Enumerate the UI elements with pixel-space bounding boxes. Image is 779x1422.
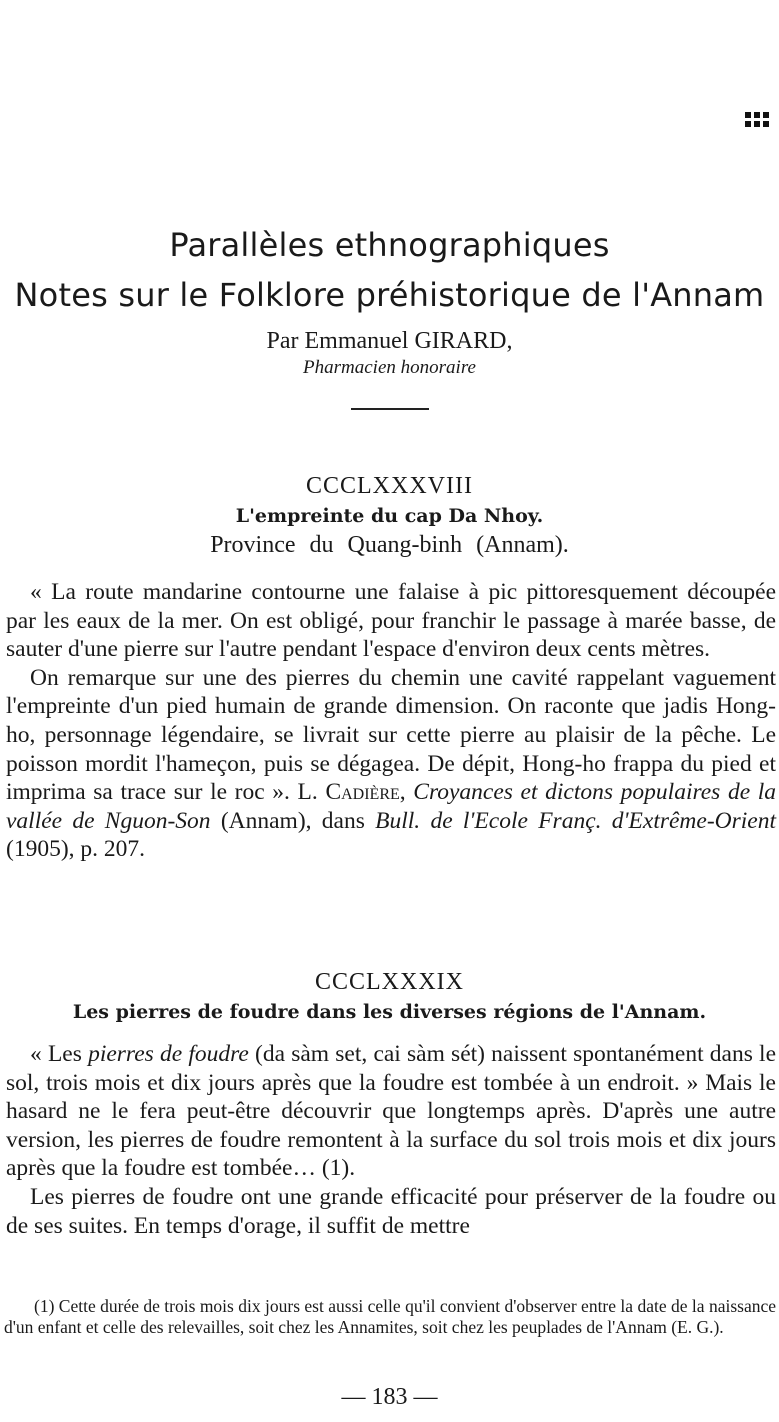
section-1-paragraph-2 — [6, 664, 776, 864]
section-2-title: Les pierres de foudre dans les diverses régions de l'Annam. — [72, 1001, 707, 1023]
section-1-paragraph-1: « La route mandarine contourne une falaise à pic pittoresquement découpée par les eaux de la mer. On est obligé, pour franchir le passage à marée basse, de sauter d'une pierre sur l'autre pendant l'espace d'environ deux cents mètres. — [6, 579, 776, 663]
section-2-paragraph-1-start: « Les — [30, 1041, 82, 1067]
section-1-paragraph-2-text: On remarque sur une des pierres du chemin une cavité rappelant vaguement l'empreinte d'un pied humain de grande dimension. On raconte que jadis Hong-ho, personnage légendaire, se livrait sur cette pierre au plaisir de la pêche. Le poisson mordit l'hameçon, puis se dégagea. De dépit, Hong-ho frappa du pied et imprima sa trace sur le roc ». L. — [6, 664, 776, 806]
citation-end: (1905), p. 207. — [6, 836, 146, 863]
section-2-paragraph-2: Les pierres de foudre ont une grande efficacité pour préserver de la foudre ou de ses suites. En temps d'orage, il suffit de mettre — [6, 1183, 776, 1239]
section-2-paragraph-1 — [6, 1040, 776, 1183]
section-2-number: CCCLXXXIX — [314, 969, 464, 995]
section-1-heading — [0, 470, 779, 560]
section-1-body — [6, 578, 776, 864]
cited-author: Cadière — [325, 779, 400, 806]
article-title-line-1: Parallèles ethnographiques — [169, 226, 610, 264]
article-title-line-2: Notes sur le Folklore préhistorique de l'Annam — [14, 276, 765, 314]
section-1-province: Province du Quang-binh (Annam). — [210, 532, 569, 558]
header-divider — [351, 408, 429, 410]
pierres-de-foudre-term: pierres de foudre — [88, 1041, 249, 1067]
section-1-number: CCCLXXXVIII — [306, 473, 473, 499]
article-header — [0, 220, 779, 410]
cited-journal: Bull. de l'Ecole Franç. d'Extrême-Orient — [375, 807, 777, 834]
cited-work-title: Croyances et dictons populaires de la vallée de Nguon-Son — [6, 779, 777, 834]
footnote-text: (1) Cette durée de trois mois dix jours est aussi celle qu'il convient d'observer entre la date de la naissance d'un enfant et celle des relevailles, soit chez les Annamites, soit chez les peuplades de l'Annam (E. G.). — [4, 1296, 776, 1337]
author-byline: Par Emmanuel GIRARD, — [266, 328, 513, 354]
section-2-body — [6, 1040, 776, 1240]
section-2-paragraph-1-rest: (da sàm set, cai sàm sét) naissent spontanément dans le sol, trois mois et dix jours après que la foudre est tombée à un endroit. » Mais le hasard ne le fera peut-être découvrir que longtemps après. D'après une autre version, les pierres de foudre remontent à la surface du sol trois mois et dix jours après que la foudre est tombée… (1). — [6, 1041, 777, 1182]
page-number: — 183 — — [341, 1384, 438, 1410]
square-dots-ornament-icon — [745, 112, 769, 127]
author-role: Pharmacien honoraire — [303, 357, 476, 378]
footnote — [4, 1296, 776, 1338]
section-2-heading — [0, 966, 779, 1026]
citation-separator: , — [399, 779, 406, 806]
section-1-title: L'empreinte du cap Da Nhoy. — [235, 505, 544, 527]
citation-middle: (Annam), dans — [220, 807, 365, 834]
